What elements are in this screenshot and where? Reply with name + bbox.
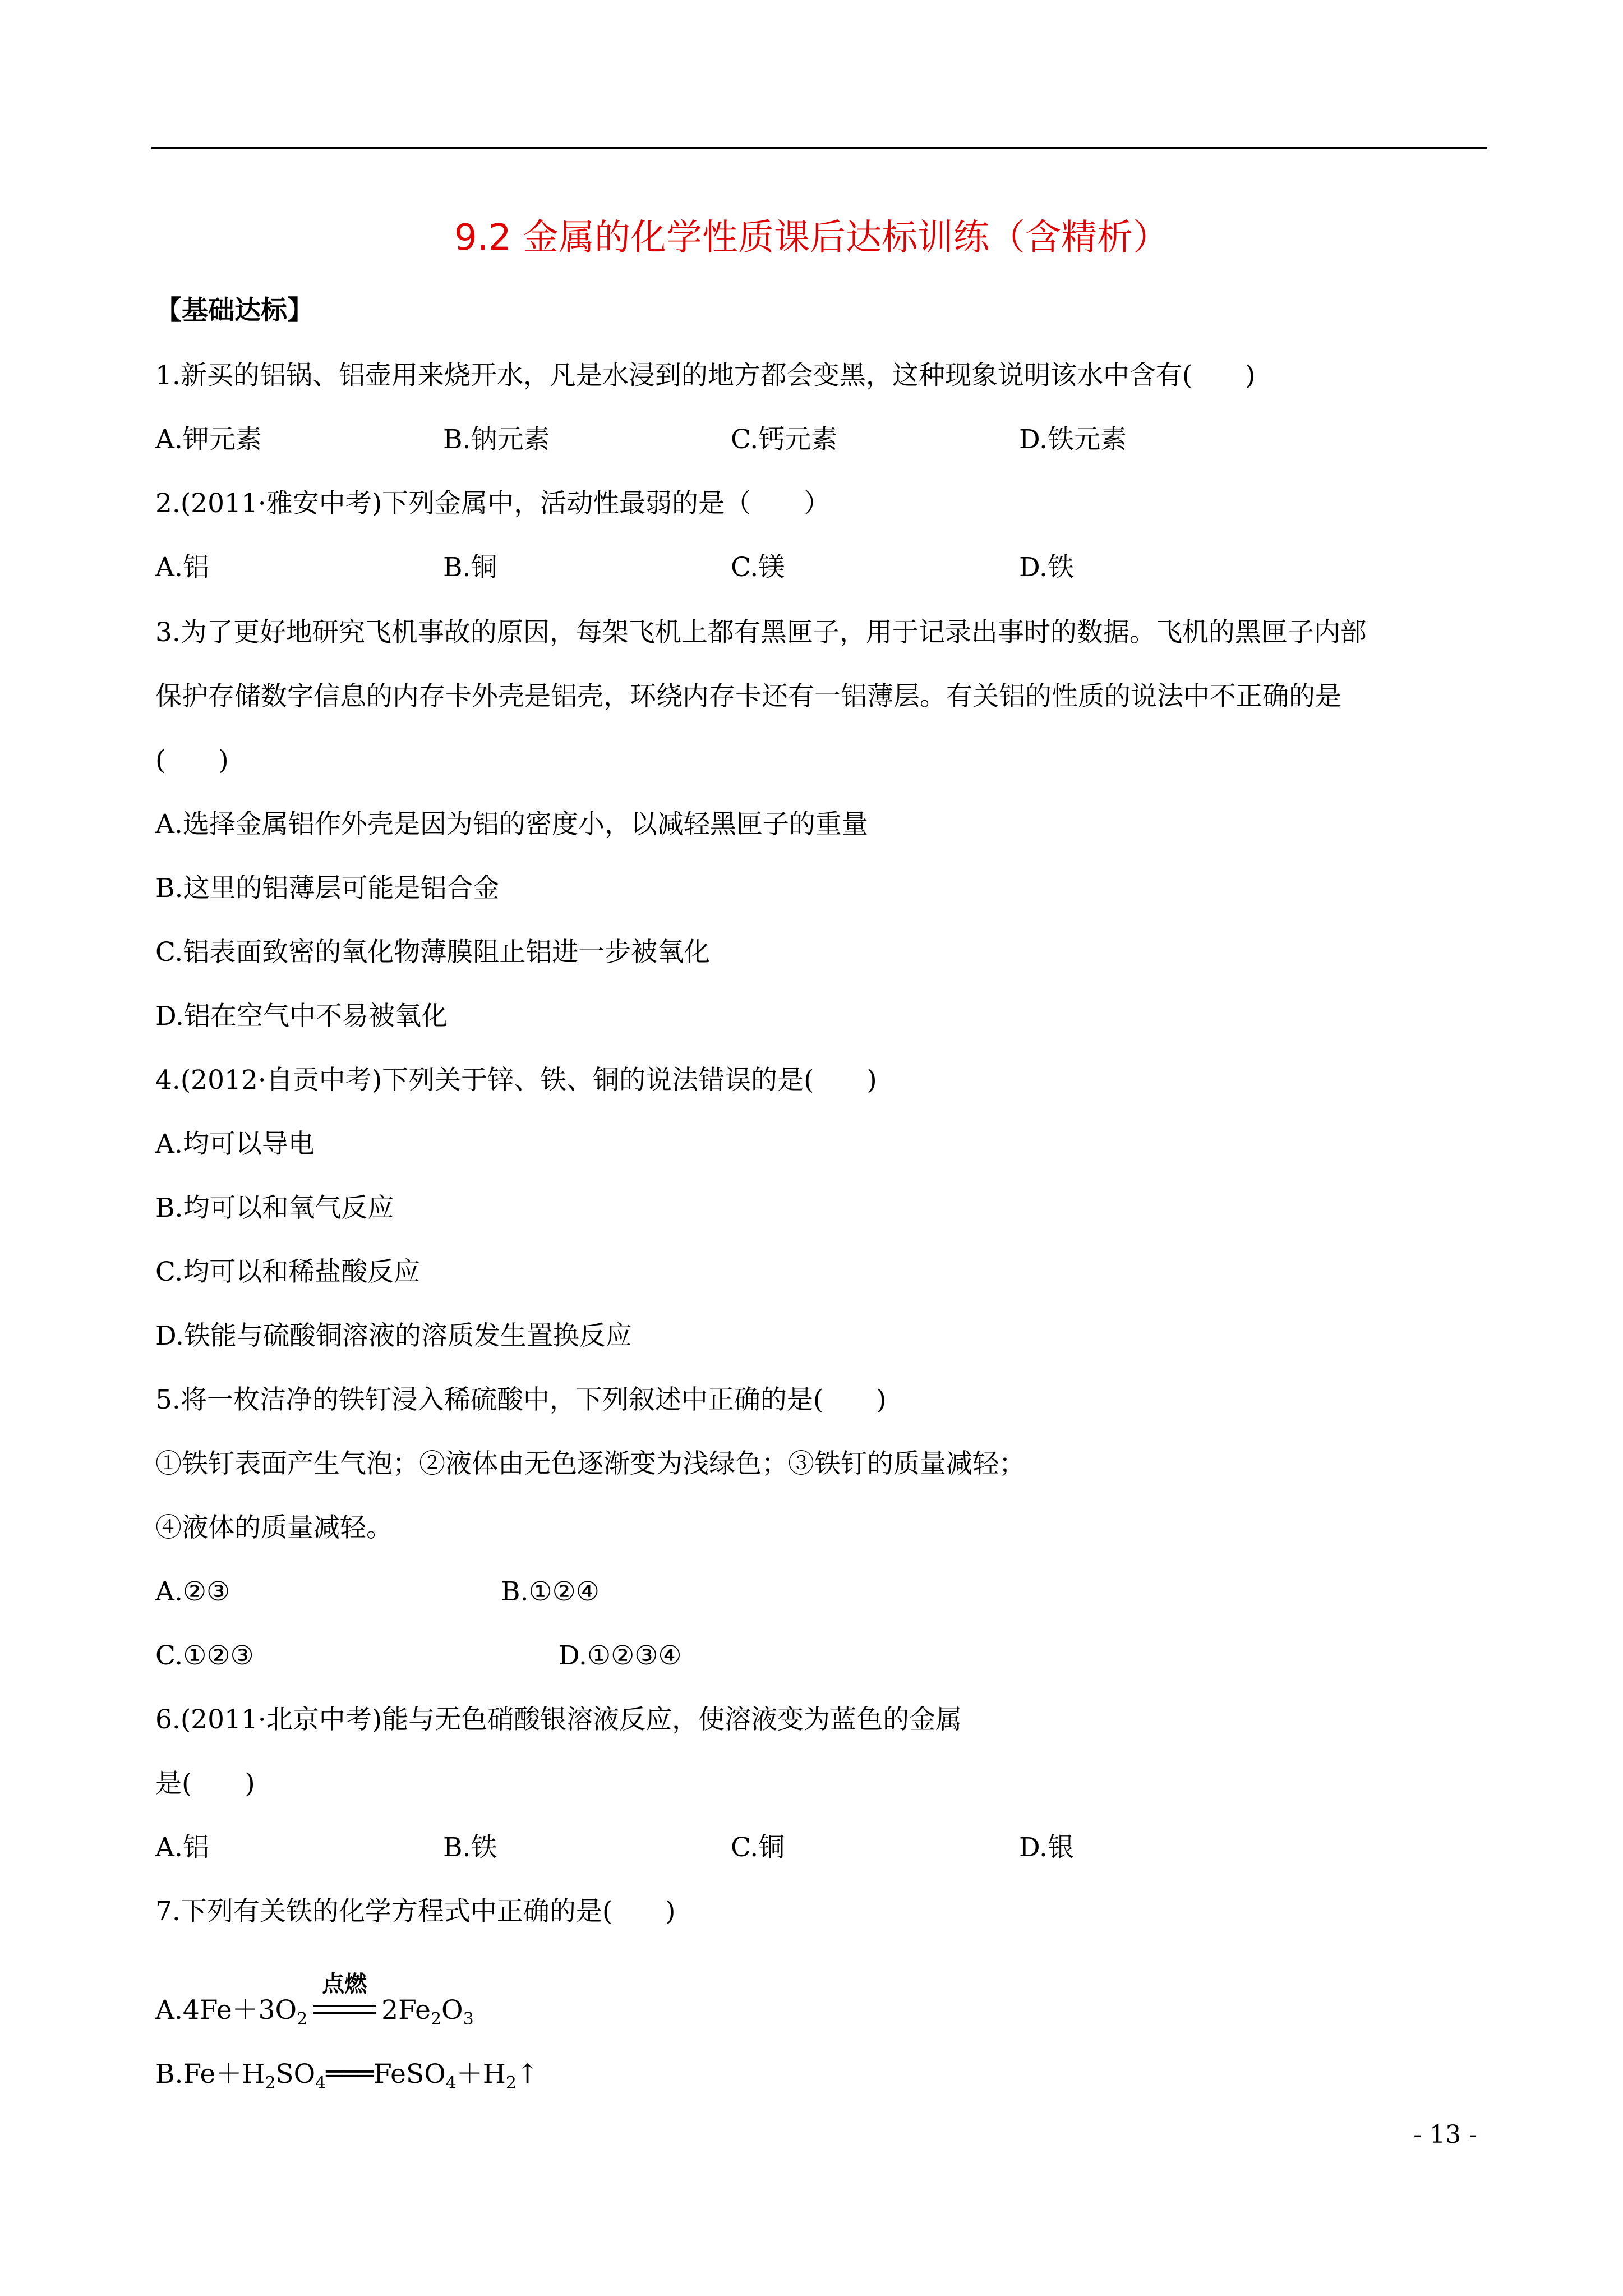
- q5-option-d: D.①②③④: [559, 1640, 682, 1671]
- q6-option-c: C.铜: [731, 1832, 785, 1863]
- q3-option-b: B.这里的铝薄层可能是铝合金: [155, 873, 500, 904]
- reaction-condition: 点燃: [322, 1971, 367, 1997]
- q1-option-d: D.铁元素: [1019, 424, 1127, 455]
- q3-option-d: D.铝在空气中不易被氧化: [155, 1001, 448, 1032]
- question-2-stem: 2.(2011·雅安中考)下列金属中，活动性最弱的是（ ）: [155, 488, 831, 519]
- q4-option-c: C.均可以和稀盐酸反应: [155, 1257, 421, 1287]
- equals-sign: ═══: [326, 2059, 374, 2090]
- equation-b-hydrogen: ＋H: [456, 2059, 506, 2090]
- q7-option-a: [155, 1971, 474, 2036]
- equation-b-sulfate: SO: [275, 2059, 316, 2090]
- question-3-line-2: 保护存储数字信息的内存卡外壳是铝壳，环绕内存卡还有一铝薄层。有关铝的性质的说法中不正确的是: [155, 681, 1341, 712]
- question-6-line-1: 6.(2011·北京中考)能与无色硝酸银溶液反应，使溶液变为蓝色的金属: [155, 1704, 962, 1735]
- q4-option-b: B.均可以和氧气反应: [155, 1193, 394, 1223]
- question-3-line-1: 3.为了更好地研究飞机事故的原因，每架飞机上都有黑匣子，用于记录出事时的数据。飞机的黑匣子内部: [155, 617, 1367, 648]
- q6-option-d: D.银: [1019, 1832, 1074, 1863]
- gas-arrow-icon: ↑: [516, 2059, 539, 2090]
- question-3-line-3: ( ): [155, 745, 229, 776]
- q2-option-d: D.铁: [1019, 552, 1074, 583]
- equation-b-left: B.Fe＋H: [155, 2059, 265, 2090]
- q5-option-b: B.①②④: [501, 1576, 600, 1607]
- q3-option-a: A.选择金属铝作外壳是因为铝的密度小，以减轻黑匣子的重量: [155, 809, 868, 840]
- q4-option-a: A.均可以导电: [155, 1129, 315, 1159]
- section-heading: 【基础达标】: [155, 295, 313, 326]
- subscript: 2: [505, 2073, 517, 2093]
- q6-option-a: A.铝: [155, 1832, 209, 1863]
- page-number: - 13 -: [1413, 2120, 1477, 2149]
- subscript: 4: [315, 2073, 326, 2093]
- subscript: 2: [297, 2009, 308, 2029]
- reaction-condition-sign: [311, 1971, 378, 2021]
- question-1-stem: 1.新买的铝锅、铝壶用来烧开水，凡是水浸到的地方都会变黑，这种现象说明该水中含有( ): [155, 360, 1256, 391]
- equation-a-right: 2Fe: [381, 1995, 431, 2026]
- question-5-stem: 5.将一枚洁净的铁钉浸入稀硫酸中，下列叙述中正确的是( ): [155, 1384, 887, 1415]
- page-title: 9.2 金属的化学性质课后达标训练（含精析）: [454, 217, 1169, 259]
- subscript: 3: [463, 2009, 474, 2029]
- q1-option-a: A.钾元素: [155, 424, 262, 455]
- subscript: 2: [265, 2073, 276, 2093]
- q2-option-b: B.铜: [443, 552, 497, 583]
- q5-option-a: A.②③: [155, 1576, 230, 1607]
- q5-option-c: C.①②③: [155, 1640, 254, 1671]
- q2-option-a: A.铝: [155, 552, 209, 583]
- q3-option-c: C.铝表面致密的氧化物薄膜阻止铝进一步被氧化: [155, 937, 711, 968]
- equation-a-left: A.4Fe＋3O: [155, 1995, 297, 2026]
- question-5-statements-1: ①铁钉表面产生气泡；②液体由无色逐渐变为浅绿色；③铁钉的质量减轻；: [155, 1448, 1025, 1479]
- subscript: 2: [430, 2009, 442, 2029]
- q1-option-c: C.钙元素: [731, 424, 838, 455]
- q6-option-b: B.铁: [443, 1832, 497, 1863]
- q1-option-b: B.钠元素: [443, 424, 550, 455]
- question-7-stem: 7.下列有关铁的化学方程式中正确的是( ): [155, 1896, 676, 1927]
- q2-option-c: C.镁: [731, 552, 785, 583]
- question-6-line-2: 是( ): [155, 1768, 255, 1799]
- question-5-statements-2: ④液体的质量减轻。: [155, 1512, 393, 1543]
- question-4-stem: 4.(2012·自贡中考)下列关于锌、铁、铜的说法错误的是( ): [155, 1065, 877, 1096]
- q4-option-d: D.铁能与硫酸铜溶液的溶质发生置换反应: [155, 1320, 632, 1351]
- header-rule: [151, 147, 1487, 149]
- q7-option-b: [155, 2058, 538, 2100]
- equation-b-product: FeSO: [374, 2059, 446, 2090]
- equation-a-oxygen: O: [441, 1995, 463, 2026]
- subscript: 4: [445, 2073, 457, 2093]
